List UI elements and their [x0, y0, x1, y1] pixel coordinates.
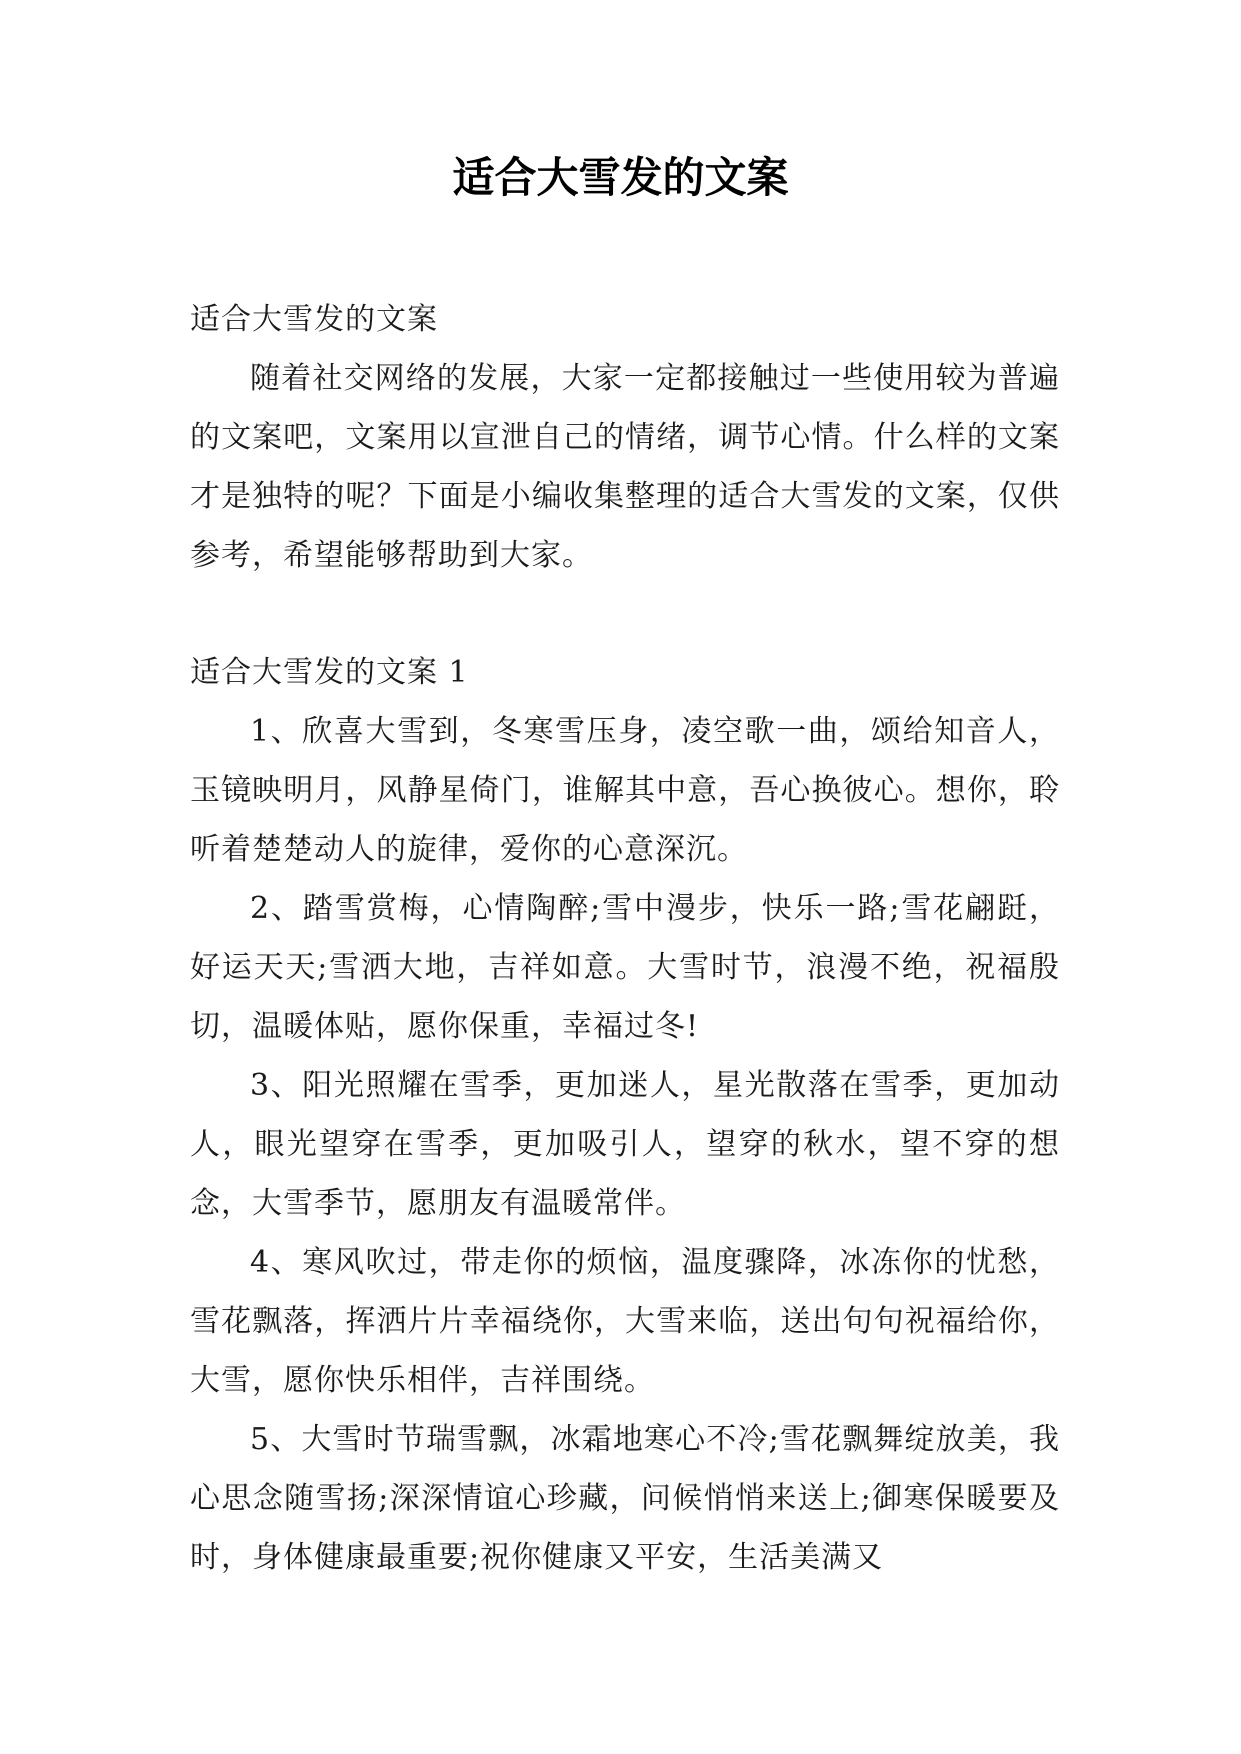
section-spacer — [190, 585, 1060, 643]
list-item: 3、阳光照耀在雪季，更加迷人，星光散落在雪季，更加动人，眼光望穿在雪季，更加吸引人，望穿的秋水，望不穿的想念，大雪季节，愿朋友有温暖常伴。 — [190, 1068, 1060, 1221]
intro-paragraph: 随着社交网络的发展，大家一定都接触过一些使用较为普遍的文案吧，文案用以宣泄自己的情绪，调节心情。什么样的文案才是独特的呢？下面是小编收集整理的适合大雪发的文案，仅供参考，希望能够帮助到大家。 — [190, 361, 1060, 573]
section-heading: 适合大雪发的文案 1 — [190, 655, 469, 690]
document-title: 适合大雪发的文案 — [452, 153, 789, 202]
list-item: 4、寒风吹过，带走你的烦恼，温度骤降，冰冻你的忧愁，雪花飘落，挥洒片片幸福绕你，大雪来临，送出句句祝福给你，大雪，愿你快乐相伴，吉祥围绕。 — [190, 1245, 1060, 1398]
list-item: 2、踏雪赏梅，心情陶醉;雪中漫步，快乐一路;雪花翩跹，好运天天;雪洒大地，吉祥如意。大雪时节，浪漫不绝，祝福殷切，温暖体贴，愿你保重，幸福过冬! — [190, 891, 1060, 1044]
list-item: 5、大雪时节瑞雪飘，冰霜地寒心不冷;雪花飘舞绽放美，我心思念随雪扬;深深情谊心珍藏，问候悄悄来送上;御寒保暖要及时，身体健康最重要;祝你健康又平安，生活美满又 — [190, 1422, 1060, 1575]
list-item: 1、欣喜大雪到，冬寒雪压身，凌空歌一曲，颂给知音人，玉镜映明月，风静星倚门，谁解其中意，吾心换彼心。想你，聆听着楚楚动人的旋律，爱你的心意深沉。 — [190, 714, 1060, 867]
document-body — [190, 290, 1060, 1587]
intro-heading: 适合大雪发的文案 — [190, 302, 438, 337]
